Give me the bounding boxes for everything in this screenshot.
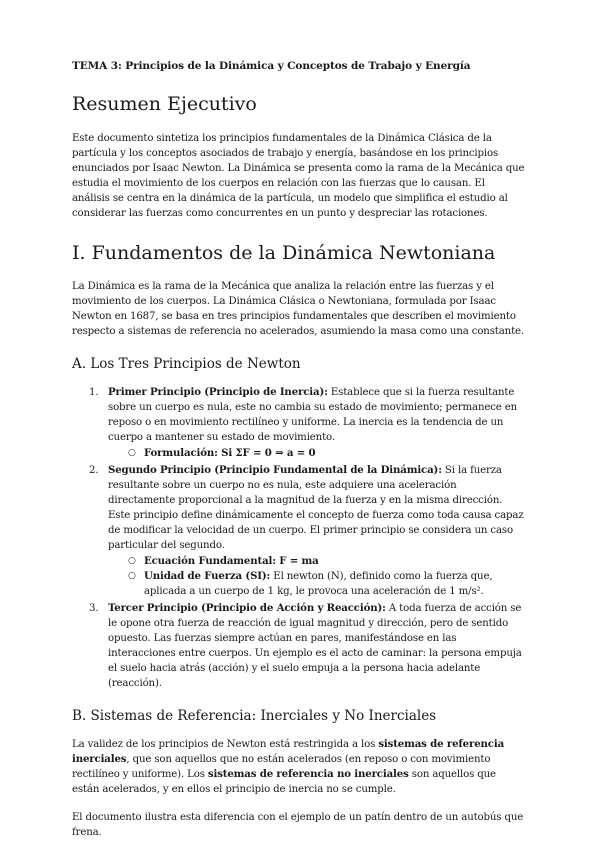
executive-summary-paragraph: Este documento sintetiza los principios fundamentales de la Dinámica Clásica de la partícula y los conceptos asociados de trabajo y energía, basándose en los principios enunciados por Isaac Newton. La Dinámica se presenta como la rama de la Mecánica que estudia el movimiento de los cuerpos en relación con las fuerzas que lo causan. El análisis se centra en la dinámica de la partícula, un modelo que simplifica el estudio al considerar las fuerzas como concurrentes en un punto y despreciar las rotaciones. (72, 133, 525, 219)
bold-term: sistemas de referencia no inerciales (207, 768, 409, 780)
subsection-a-heading: A. Los Tres Principios de Newton (72, 356, 301, 372)
list-item (72, 463, 525, 599)
sub-item-label: Unidad de Fuerza (SI): (144, 570, 271, 582)
bold-term: sistemas de referencia inerciales (72, 738, 505, 765)
principle-text: A toda fuerza de acción se le opone otra fuerza de reacción de igual magnitud y dirección, pero de sentido opuesto. Las fuerzas siempre actúan en pares, manifestándose en las interacciones entre cuerpos. Un ejemplo es el acto de caminar: la persona empuja el suelo hacia atrás (acción) y el suelo empuja a la persona hacia adelante (reacción). (108, 603, 522, 689)
list-number: 3. (89, 603, 99, 614)
sub-item-text: Si ΣF = 0 ⇒ a = 0 (217, 447, 316, 459)
principle-text: Si la fuerza resultante sobre un cuerpo no es nula, este adquiere una aceleración directamente proporcional a la magnitud de la fuerza y en la misma dirección. Este principio define dinámicamente el concepto de fuerza como toda causa capaz de modificar la velocidad de un cuerpo. El primer principio se considera un caso particular del segundo. (108, 465, 524, 551)
sub-list-item (108, 569, 525, 599)
principle-title: Segundo Principio (Principio Fundamental de la Dinámica): (108, 464, 442, 476)
principle-text: Establece que si la fuerza resultante sobre un cuerpo es nula, este no cambia su estado de movimiento; permanece en reposo o en movimiento rectilíneo y uniforme. La inercia es la tendencia de un cuerpo a mantener su estado de movimiento. (108, 387, 518, 443)
principle-title: Tercer Principio (Principio de Acción y Reacción): (108, 602, 386, 614)
subsection-b-heading: B. Sistemas de Referencia: Inerciales y No Inerciales (72, 708, 437, 724)
sub-item-label: Ecuación Fundamental: F = ma (144, 555, 319, 567)
list-number: 2. (89, 465, 99, 476)
text-run: son aquellos que están acelerados, y en ellos el principio de inercia no se cumple. (72, 769, 496, 795)
list-item (72, 385, 525, 461)
sub-list-item (108, 554, 525, 569)
document-topic: TEMA 3: Principios de la Dinámica y Conceptos de Trabajo y Energía (72, 60, 471, 72)
text-run: La validez de los principios de Newton está restringida a los (72, 739, 379, 750)
section-1-paragraph: La Dinámica es la rama de la Mecánica que analiza la relación entre las fuerzas y el movimiento de los cuerpos. La Dinámica Clásica o Newtoniana, formulada por Isaac Newton en 1687, se basa en tres principios fundamentales que describen el movimiento respecto a sistemas de referencia no acelerados, asumiendo la masa como una constante. (72, 281, 524, 337)
sub-list (108, 446, 525, 461)
bullet-circle-icon: ○ (128, 448, 136, 458)
sub-item-text: El newton (N), definido como la fuerza que, aplicada a un cuerpo de 1 kg, le provoca una aceleración de 1 m/s². (144, 571, 493, 597)
reference-systems-paragraph (72, 737, 525, 797)
bullet-circle-icon: ○ (128, 556, 136, 566)
list-number: 1. (89, 387, 99, 398)
sub-list-item (108, 446, 525, 461)
newton-principles-list (72, 385, 525, 691)
principle-title: Primer Principio (Principio de Inercia): (108, 386, 328, 398)
bullet-circle-icon: ○ (128, 571, 136, 581)
section-1-heading: I. Fundamentos de la Dinámica Newtoniana (72, 242, 496, 264)
executive-summary-heading: Resumen Ejecutivo (72, 93, 257, 115)
list-item (72, 601, 525, 691)
sub-item-label: Formulación: (144, 447, 218, 459)
example-paragraph: El documento ilustra esta diferencia con el ejemplo de un patín dentro de un autobús que frena. (72, 812, 524, 838)
sub-list (108, 554, 525, 599)
text-run: , que son aquellos que no están acelerados (en reposo o con movimiento rectilíneo y uniforme). Los (72, 754, 491, 780)
